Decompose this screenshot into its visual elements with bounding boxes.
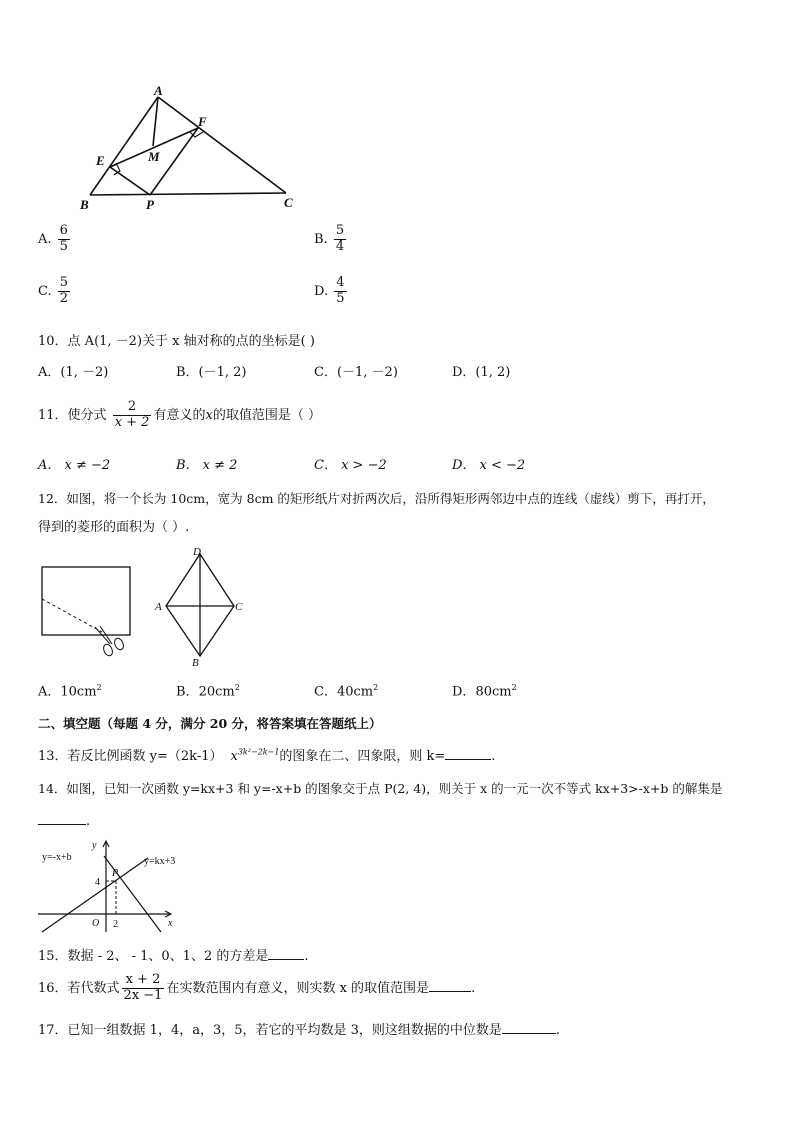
q16-question (38, 973, 475, 1004)
option-value: 40cm (336, 684, 374, 700)
q14-end: . (86, 814, 91, 829)
origin-label: O (92, 918, 100, 929)
q11-var: x (205, 407, 213, 423)
answer-blank[interactable] (502, 1021, 556, 1034)
q16-end: . (471, 980, 476, 996)
segment-ep (110, 167, 150, 195)
numerator: 2 (127, 399, 137, 414)
q17-question (38, 1021, 560, 1039)
q16-suffix: 在实数范围内有意义，则实数 x 的取值范围是 (166, 980, 430, 996)
numerator: 4 (336, 275, 345, 290)
q12-question-line1: 12．如图，将一个长为 10cm，宽为 8cm 的矩形纸片对折两次后，沿所得矩形两邻边中点的连线（虚线）剪下，再打开， (38, 491, 715, 506)
q17-end: . (555, 1023, 561, 1038)
numerator: 6 (59, 223, 68, 238)
option-letter: A. (38, 231, 52, 247)
q11-option-b[interactable]: B． x ≠ 2 (176, 458, 238, 473)
cut-line (42, 599, 102, 632)
denominator: 2x −1 (123, 987, 163, 1003)
denominator: 5 (336, 290, 345, 306)
answer-blank[interactable] (268, 947, 304, 960)
numerator: 5 (59, 275, 69, 290)
line-label-neg: y=-x+b (42, 852, 72, 863)
q13-prefix: 13．若反比例函数 y=（2k-1） (38, 749, 223, 764)
label-a: A (155, 601, 162, 613)
q11-option-a[interactable]: A． x ≠ −2 (38, 458, 111, 473)
section-title: 二、填空题（每题 4 分，满分 20 分，将答案填在答题纸上） (38, 716, 382, 731)
option-letter: B． (176, 684, 199, 700)
denominator: 5 (59, 238, 68, 254)
paper-rectangle (42, 567, 130, 635)
option-letter: B. (314, 231, 328, 247)
fraction (122, 973, 165, 1004)
point-label: P (112, 868, 119, 879)
q15-question (38, 947, 309, 965)
option-exponent: 2 (511, 683, 517, 692)
q17-text: 17．已知一组数据 1，4，a，3，5，若它的平均数是 3，则这组数据的中位数是 (38, 1023, 502, 1038)
q11-middle: 有意义的 (153, 407, 206, 423)
q14-question-line1: 14．如图，已知一次函数 y=kx+3 和 y=-x+b 的图象交于点 P(2, 4)，则关于 x 的一元一次不等式 kx+3>-x+b 的解集是 (38, 781, 723, 796)
q15-text: 15．数据 - 2、 - 1、0、1、2 的方差是 (38, 949, 269, 964)
q12-question-line2: 得到的菱形的面积为（ ）. (38, 520, 190, 535)
x-tick-label: 2 (113, 919, 118, 930)
option-letter: C. (38, 283, 52, 299)
q14-graph (36, 838, 186, 934)
q9-option-a[interactable] (38, 224, 72, 255)
scissors-icon (95, 626, 125, 657)
y-tick-label: 4 (95, 877, 100, 888)
q10-option-d[interactable]: D．(1, 2) (452, 365, 511, 380)
q10-option-a[interactable]: A．(1, －2) (38, 365, 109, 380)
q14-question-line2 (38, 812, 90, 830)
q11-suffix: 的取值范围是（ ） (212, 407, 321, 423)
label-f: F (198, 114, 207, 129)
denominator: 2 (59, 290, 69, 306)
q16-prefix: 16．若代数式 (38, 980, 120, 996)
numerator: 5 (335, 223, 345, 238)
answer-blank[interactable] (38, 812, 86, 825)
segment-ab (90, 97, 158, 195)
q9-option-c[interactable] (38, 276, 72, 307)
fraction (58, 224, 70, 255)
denominator: x + 2 (114, 414, 150, 430)
answer-blank[interactable] (429, 979, 471, 992)
option-exponent: 2 (96, 683, 102, 692)
q13-base: x (230, 749, 238, 764)
q10-option-c[interactable]: C．(－1, －2) (314, 365, 398, 380)
label-b: B (192, 657, 199, 667)
label-d: D (193, 546, 201, 558)
option-letter: D. (314, 283, 329, 299)
option-value: 10cm (60, 684, 97, 700)
label-b: B (80, 197, 89, 212)
label-e: E (96, 153, 105, 168)
q9-option-d[interactable] (314, 276, 349, 307)
fraction (113, 400, 152, 431)
label-c: C (235, 601, 243, 613)
fraction (334, 224, 346, 255)
q11-option-c[interactable]: C． x > −2 (314, 458, 387, 473)
label-a: A (154, 85, 163, 98)
segment-bc (90, 193, 286, 195)
q11-option-d[interactable]: D． x < −2 (452, 458, 526, 473)
q11-prefix: 11．使分式 (38, 407, 107, 423)
option-letter: A． (38, 684, 61, 700)
q12-rhombus-figure (152, 545, 248, 667)
q10-question: 10．点 A(1, －2)关于 x 轴对称的点的坐标是( ) (38, 334, 315, 349)
q11-question (38, 400, 321, 431)
option-letter: D． (452, 684, 476, 700)
option-exponent: 2 (373, 683, 379, 692)
q12-option-d[interactable] (452, 683, 517, 700)
q13-question (38, 747, 495, 765)
q15-end: . (304, 949, 309, 964)
option-letter: C． (314, 684, 337, 700)
segment-ac (158, 97, 286, 193)
q10-option-b[interactable]: B．(－1, 2) (176, 365, 247, 380)
y-axis-label: y (92, 840, 97, 851)
label-p: P (146, 197, 154, 212)
option-value: 20cm (198, 684, 235, 700)
label-c: C (284, 195, 293, 210)
denominator: 4 (335, 238, 345, 254)
q13-exponent: 3k²−2k−1 (237, 747, 280, 757)
q13-suffix: 的图象在二、四象限，则 k= (279, 749, 446, 764)
q9-triangle-figure (78, 85, 308, 215)
fraction (58, 276, 70, 307)
line-label-kx: y=kx+3 (144, 856, 176, 867)
q12-option-a[interactable] (38, 683, 102, 700)
numerator: x + 2 (125, 972, 161, 987)
answer-blank[interactable] (445, 747, 491, 760)
q12-rectangle-figure (40, 564, 136, 664)
q13-end: . (491, 749, 496, 764)
q12-option-b[interactable] (176, 683, 240, 700)
option-value: 80cm (475, 684, 512, 700)
label-m: M (148, 149, 160, 164)
q12-option-c[interactable] (314, 683, 378, 700)
x-axis-label: x (168, 918, 173, 929)
option-exponent: 2 (234, 683, 240, 692)
fraction (334, 276, 346, 307)
q9-option-b[interactable] (314, 224, 348, 255)
